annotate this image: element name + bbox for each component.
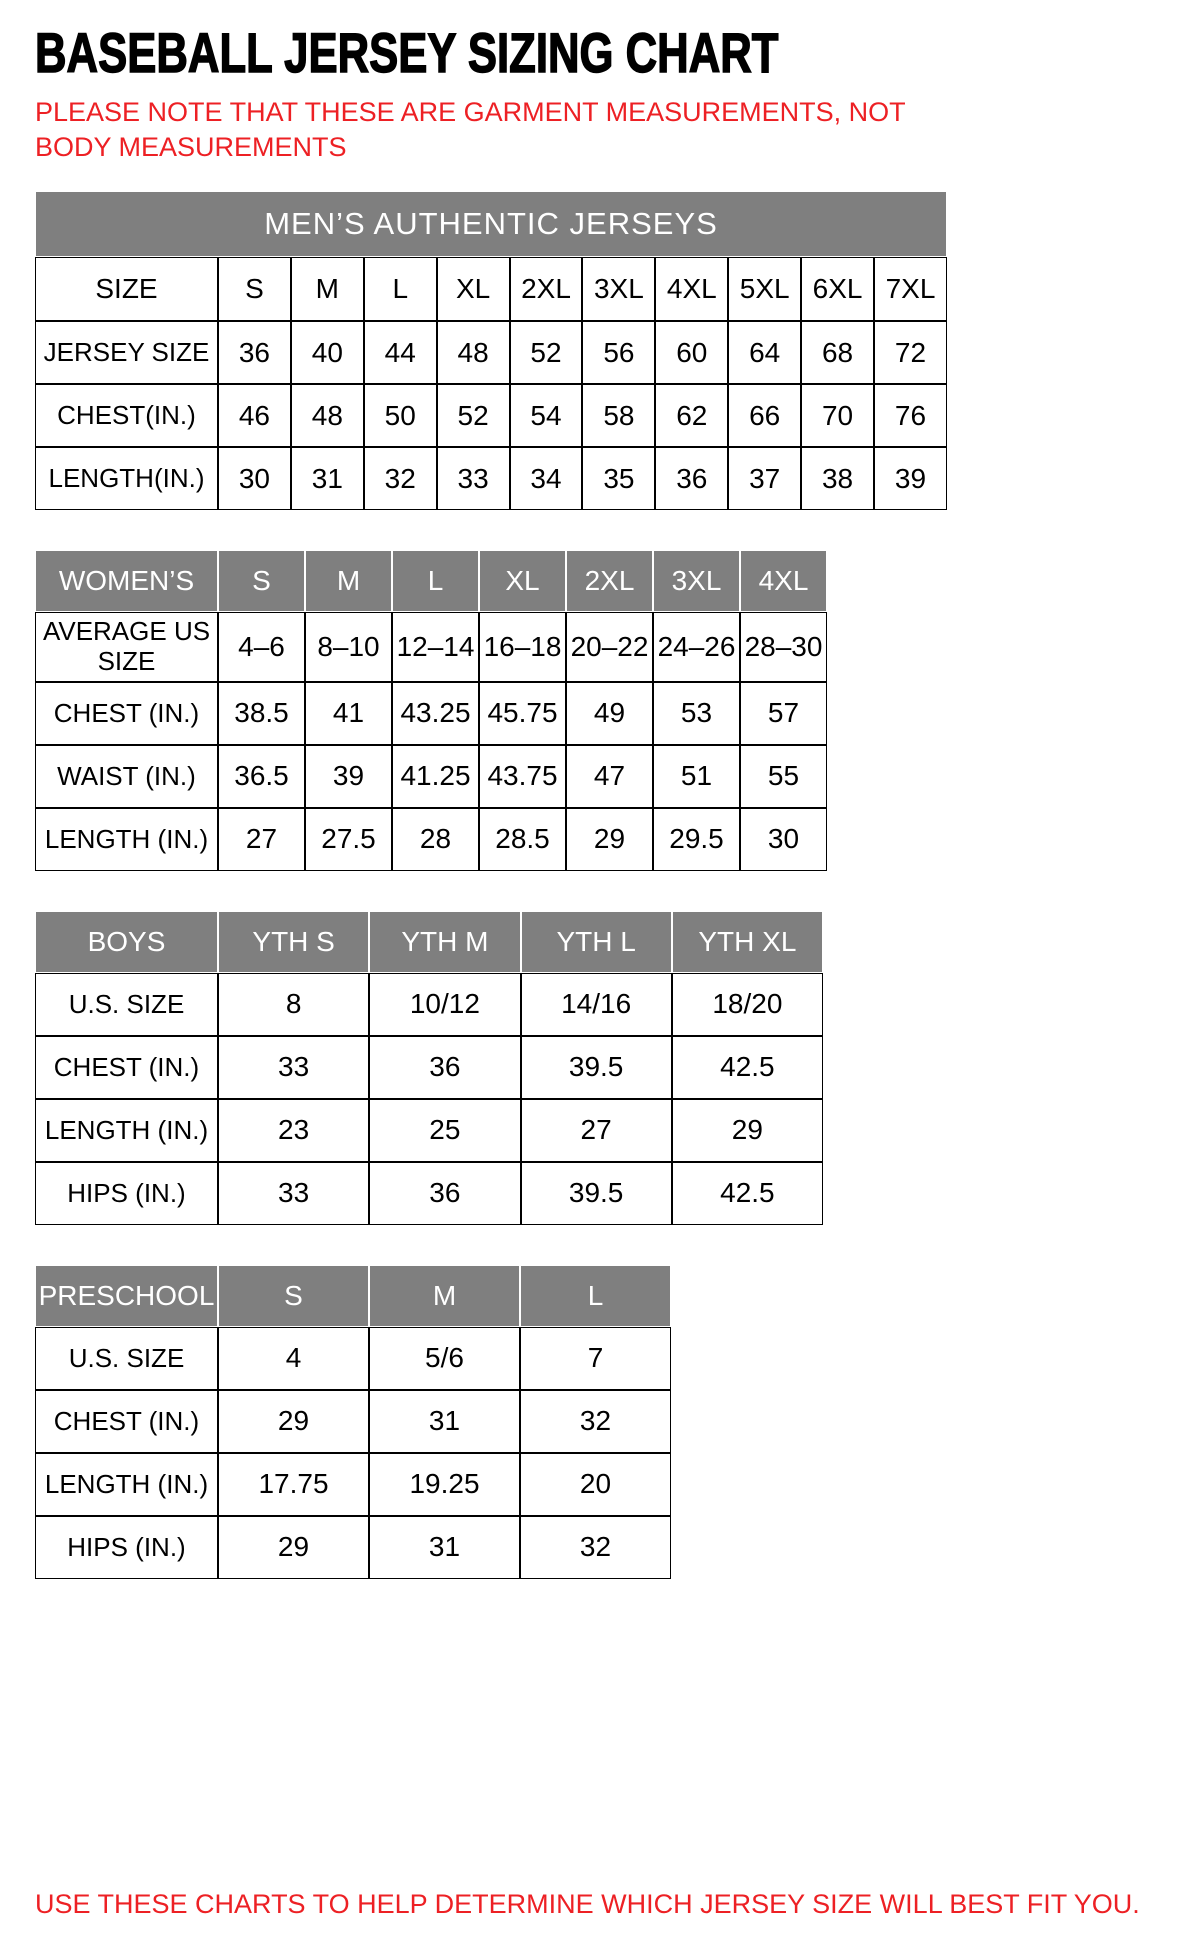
preschool-value-cell: 17.75 bbox=[218, 1453, 369, 1516]
mens-value-cell: 76 bbox=[874, 384, 947, 447]
mens-row-label: LENGTH(IN.) bbox=[35, 447, 218, 510]
boys-value-cell: 8 bbox=[218, 973, 369, 1036]
womens-value-cell: 20–22 bbox=[566, 612, 653, 682]
boys-value-cell: 10/12 bbox=[369, 973, 520, 1036]
womens-value-cell: 43.25 bbox=[392, 682, 479, 745]
mens-table-row bbox=[35, 321, 947, 384]
preschool-column-header-label: PRESCHOOL bbox=[35, 1265, 218, 1327]
preschool-column-header-s: S bbox=[218, 1265, 369, 1327]
boys-value-cell: 42.5 bbox=[672, 1036, 823, 1099]
womens-column-header-m: M bbox=[305, 550, 392, 612]
mens-value-cell: 52 bbox=[510, 321, 583, 384]
boys-value-cell: 14/16 bbox=[521, 973, 672, 1036]
womens-value-cell: 28–30 bbox=[740, 612, 827, 682]
womens-column-header-4xl: 4XL bbox=[740, 550, 827, 612]
womens-table-row bbox=[35, 745, 827, 808]
womens-column-header-label: WOMEN’S bbox=[35, 550, 218, 612]
boys-value-cell: 39.5 bbox=[521, 1036, 672, 1099]
mens-value-cell: 66 bbox=[728, 384, 801, 447]
womens-value-cell: 41.25 bbox=[392, 745, 479, 808]
mens-column-header-l: L bbox=[364, 257, 437, 321]
garment-measurement-note: PLEASE NOTE THAT THESE ARE GARMENT MEASUREMENTS, NOT BODY MEASUREMENTS bbox=[35, 97, 906, 163]
boys-row-label: U.S. SIZE bbox=[35, 973, 218, 1036]
mens-value-cell: 52 bbox=[437, 384, 510, 447]
boys-value-cell: 36 bbox=[369, 1162, 520, 1225]
womens-sizing-table bbox=[35, 550, 827, 871]
mens-banner-title: MEN’S AUTHENTIC JERSEYS bbox=[35, 191, 947, 257]
boys-table-row bbox=[35, 1036, 823, 1099]
tables-container bbox=[35, 191, 1165, 1579]
preschool-value-cell: 31 bbox=[369, 1390, 520, 1453]
womens-column-header-s: S bbox=[218, 550, 305, 612]
boys-column-header-yth-l: YTH L bbox=[521, 911, 672, 973]
mens-value-cell: 62 bbox=[655, 384, 728, 447]
womens-value-cell: 55 bbox=[740, 745, 827, 808]
mens-column-header-7xl: 7XL bbox=[874, 257, 947, 321]
preschool-table-row bbox=[35, 1390, 671, 1453]
mens-value-cell: 31 bbox=[291, 447, 364, 510]
preschool-header-row bbox=[35, 1265, 671, 1327]
boys-table-row bbox=[35, 973, 823, 1036]
womens-value-cell: 28.5 bbox=[479, 808, 566, 871]
womens-column-header-3xl: 3XL bbox=[653, 550, 740, 612]
mens-row-label: JERSEY SIZE bbox=[35, 321, 218, 384]
boys-value-cell: 42.5 bbox=[672, 1162, 823, 1225]
preschool-column-header-m: M bbox=[369, 1265, 520, 1327]
womens-value-cell: 16–18 bbox=[479, 612, 566, 682]
boys-table-row bbox=[35, 1099, 823, 1162]
mens-value-cell: 36 bbox=[655, 447, 728, 510]
womens-row-label: CHEST (IN.) bbox=[35, 682, 218, 745]
mens-value-cell: 30 bbox=[218, 447, 291, 510]
mens-column-header-4xl: 4XL bbox=[655, 257, 728, 321]
womens-row-label: WAIST (IN.) bbox=[35, 745, 218, 808]
womens-value-cell: 53 bbox=[653, 682, 740, 745]
preschool-sizing-table bbox=[35, 1265, 671, 1579]
mens-value-cell: 44 bbox=[364, 321, 437, 384]
mens-header-row bbox=[35, 257, 947, 321]
boys-column-header-yth-s: YTH S bbox=[218, 911, 369, 973]
mens-column-header-xl: XL bbox=[437, 257, 510, 321]
mens-value-cell: 58 bbox=[582, 384, 655, 447]
page-title: BASEBALL JERSEY SIZING CHART bbox=[35, 21, 779, 84]
womens-value-cell: 38.5 bbox=[218, 682, 305, 745]
preschool-row-label: U.S. SIZE bbox=[35, 1327, 218, 1390]
footer-note: USE THESE CHARTS TO HELP DETERMINE WHICH JERSEY SIZE WILL BEST FIT YOU. bbox=[35, 1889, 1140, 1919]
mens-row-label: CHEST(IN.) bbox=[35, 384, 218, 447]
mens-value-cell: 37 bbox=[728, 447, 801, 510]
mens-value-cell: 64 bbox=[728, 321, 801, 384]
preschool-row-label: HIPS (IN.) bbox=[35, 1516, 218, 1579]
mens-value-cell: 60 bbox=[655, 321, 728, 384]
boys-value-cell: 39.5 bbox=[521, 1162, 672, 1225]
preschool-table-row bbox=[35, 1327, 671, 1390]
mens-value-cell: 34 bbox=[510, 447, 583, 510]
boys-value-cell: 27 bbox=[521, 1099, 672, 1162]
mens-value-cell: 70 bbox=[801, 384, 874, 447]
womens-column-header-2xl: 2XL bbox=[566, 550, 653, 612]
mens-table-row bbox=[35, 384, 947, 447]
womens-value-cell: 51 bbox=[653, 745, 740, 808]
boys-value-cell: 33 bbox=[218, 1036, 369, 1099]
preschool-value-cell: 5/6 bbox=[369, 1327, 520, 1390]
womens-value-cell: 41 bbox=[305, 682, 392, 745]
mens-column-header-6xl: 6XL bbox=[801, 257, 874, 321]
mens-value-cell: 48 bbox=[291, 384, 364, 447]
preschool-value-cell: 32 bbox=[520, 1516, 671, 1579]
mens-column-header-3xl: 3XL bbox=[582, 257, 655, 321]
womens-value-cell: 36.5 bbox=[218, 745, 305, 808]
boys-column-header-label: BOYS bbox=[35, 911, 218, 973]
mens-column-header-5xl: 5XL bbox=[728, 257, 801, 321]
womens-value-cell: 29.5 bbox=[653, 808, 740, 871]
mens-value-cell: 38 bbox=[801, 447, 874, 510]
boys-sizing-table bbox=[35, 911, 823, 1225]
preschool-value-cell: 32 bbox=[520, 1390, 671, 1453]
womens-value-cell: 45.75 bbox=[479, 682, 566, 745]
boys-row-label: LENGTH (IN.) bbox=[35, 1099, 218, 1162]
mens-value-cell: 48 bbox=[437, 321, 510, 384]
mens-column-header-2xl: 2XL bbox=[510, 257, 583, 321]
womens-header-row bbox=[35, 550, 827, 612]
boys-value-cell: 23 bbox=[218, 1099, 369, 1162]
mens-column-header-s: S bbox=[218, 257, 291, 321]
preschool-row-label: LENGTH (IN.) bbox=[35, 1453, 218, 1516]
womens-value-cell: 8–10 bbox=[305, 612, 392, 682]
mens-value-cell: 35 bbox=[582, 447, 655, 510]
mens-table-row bbox=[35, 447, 947, 510]
mens-banner-row bbox=[35, 191, 947, 257]
mens-value-cell: 54 bbox=[510, 384, 583, 447]
preschool-value-cell: 29 bbox=[218, 1516, 369, 1579]
boys-value-cell: 36 bbox=[369, 1036, 520, 1099]
womens-table-row bbox=[35, 682, 827, 745]
boys-column-header-yth-m: YTH M bbox=[369, 911, 520, 973]
mens-value-cell: 56 bbox=[582, 321, 655, 384]
womens-value-cell: 49 bbox=[566, 682, 653, 745]
preschool-value-cell: 7 bbox=[520, 1327, 671, 1390]
boys-value-cell: 33 bbox=[218, 1162, 369, 1225]
boys-column-header-yth-xl: YTH XL bbox=[672, 911, 823, 973]
womens-value-cell: 47 bbox=[566, 745, 653, 808]
womens-column-header-xl: XL bbox=[479, 550, 566, 612]
womens-column-header-l: L bbox=[392, 550, 479, 612]
womens-table-row bbox=[35, 612, 827, 682]
preschool-value-cell: 4 bbox=[218, 1327, 369, 1390]
mens-value-cell: 36 bbox=[218, 321, 291, 384]
womens-value-cell: 30 bbox=[740, 808, 827, 871]
mens-column-header-m: M bbox=[291, 257, 364, 321]
boys-value-cell: 29 bbox=[672, 1099, 823, 1162]
preschool-value-cell: 29 bbox=[218, 1390, 369, 1453]
womens-value-cell: 39 bbox=[305, 745, 392, 808]
womens-table-row bbox=[35, 808, 827, 871]
mens-column-header-label: SIZE bbox=[35, 257, 218, 321]
preschool-column-header-l: L bbox=[520, 1265, 671, 1327]
mens-value-cell: 72 bbox=[874, 321, 947, 384]
womens-row-label: AVERAGE US SIZE bbox=[35, 612, 218, 682]
boys-table-row bbox=[35, 1162, 823, 1225]
womens-value-cell: 12–14 bbox=[392, 612, 479, 682]
mens-value-cell: 39 bbox=[874, 447, 947, 510]
mens-sizing-table bbox=[35, 191, 947, 510]
womens-value-cell: 27.5 bbox=[305, 808, 392, 871]
womens-value-cell: 27 bbox=[218, 808, 305, 871]
mens-value-cell: 68 bbox=[801, 321, 874, 384]
mens-value-cell: 46 bbox=[218, 384, 291, 447]
boys-value-cell: 18/20 bbox=[672, 973, 823, 1036]
preschool-value-cell: 19.25 bbox=[369, 1453, 520, 1516]
womens-value-cell: 29 bbox=[566, 808, 653, 871]
preschool-value-cell: 20 bbox=[520, 1453, 671, 1516]
preschool-row-label: CHEST (IN.) bbox=[35, 1390, 218, 1453]
womens-value-cell: 43.75 bbox=[479, 745, 566, 808]
mens-value-cell: 50 bbox=[364, 384, 437, 447]
womens-value-cell: 28 bbox=[392, 808, 479, 871]
preschool-table-row bbox=[35, 1516, 671, 1579]
boys-header-row bbox=[35, 911, 823, 973]
boys-value-cell: 25 bbox=[369, 1099, 520, 1162]
womens-value-cell: 4–6 bbox=[218, 612, 305, 682]
boys-row-label: HIPS (IN.) bbox=[35, 1162, 218, 1225]
boys-row-label: CHEST (IN.) bbox=[35, 1036, 218, 1099]
womens-value-cell: 24–26 bbox=[653, 612, 740, 682]
womens-value-cell: 57 bbox=[740, 682, 827, 745]
preschool-value-cell: 31 bbox=[369, 1516, 520, 1579]
preschool-table-row bbox=[35, 1453, 671, 1516]
womens-row-label: LENGTH (IN.) bbox=[35, 808, 218, 871]
mens-value-cell: 40 bbox=[291, 321, 364, 384]
mens-value-cell: 33 bbox=[437, 447, 510, 510]
mens-value-cell: 32 bbox=[364, 447, 437, 510]
